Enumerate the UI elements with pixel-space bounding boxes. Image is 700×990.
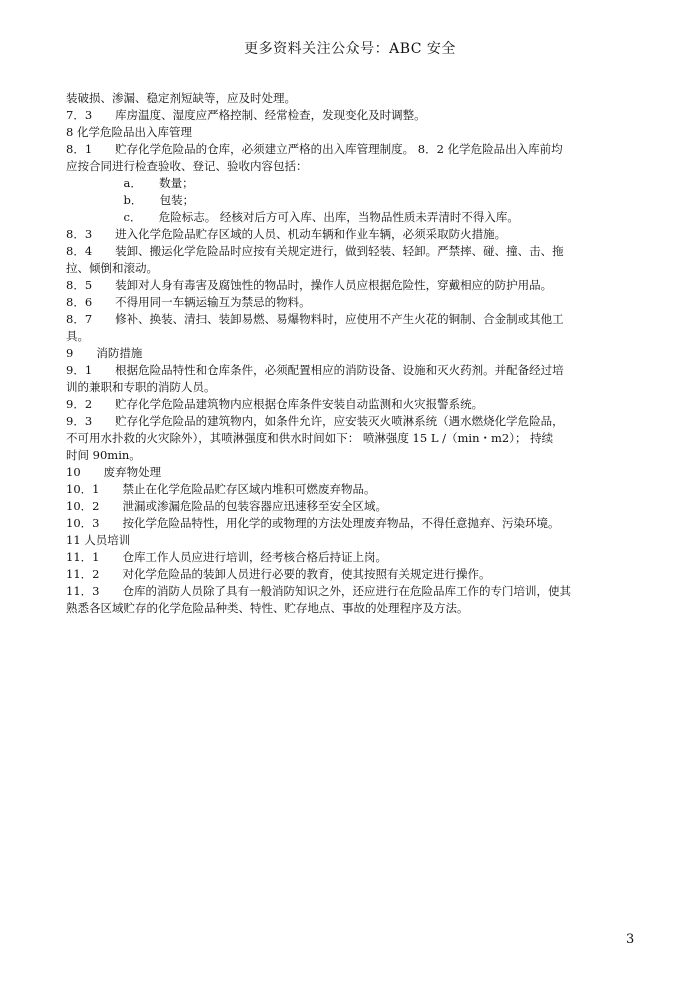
text-line: 装破损、渗漏、稳定剂短缺等，应及时处理。 bbox=[66, 91, 296, 105]
text-line: 11．2 对化学危险品的装卸人员进行必要的教育，使其按照有关规定进行操作。 bbox=[66, 567, 491, 581]
section-heading: 9 消防措施 bbox=[66, 346, 143, 360]
text-line: 应按合同进行检查验收、登记、验收内容包括： bbox=[66, 159, 308, 173]
list-item: a． 数量； bbox=[66, 176, 194, 190]
text-line: 10．3 按化学危险品特性，用化学的或物理的方法处理废弃物品，不得任意抛弃、污染环境。 bbox=[66, 516, 560, 530]
text-line: 8．4 装卸、搬运化学危险品时应按有关规定进行，做到轻装、轻卸。严禁摔、碰、撞、击、拖 bbox=[66, 244, 564, 258]
text-line: 时间 90min。 bbox=[66, 448, 141, 462]
text-line: 9．1 根据危险品特性和仓库条件，必须配置相应的消防设备、设施和灭火药剂。并配备经过培 bbox=[66, 363, 564, 377]
text-line: 8．5 装卸对人身有毒害及腐蚀性的物品时，操作人员应根据危险性，穿戴相应的防护用品。 bbox=[66, 278, 553, 292]
text-line: 熟悉各区域贮存的化学危险品种类、特性、贮存地点、事故的处理程序及方法。 bbox=[66, 601, 469, 615]
text-line: 8．1 贮存化学危险品的仓库，必须建立严格的出入库管理制度。 8．2 化学危险品出入库前均 bbox=[66, 142, 563, 156]
page-number: 3 bbox=[626, 932, 635, 947]
text-line: 8．7 修补、换装、清扫、装卸易燃、易爆物料时，应使用不产生火花的铜制、合金制或其他工 bbox=[66, 312, 564, 326]
document-body bbox=[66, 90, 634, 617]
text-line: 拉、倾倒和滚动。 bbox=[66, 261, 158, 275]
text-line: 7．3 库房温度、湿度应严格控制、经常检查，发现变化及时调整。 bbox=[66, 108, 426, 122]
text-line: 8．3 进入化学危险品贮存区域的人员、机动车辆和作业车辆，必须采取防火措施。 bbox=[66, 227, 507, 241]
text-line: 11．1 仓库工作人员应进行培训，经考核合格后持证上岗。 bbox=[66, 550, 387, 564]
text-line: 不可用水扑救的火灾除外），其喷淋强度和供水时间如下： 喷淋强度 15 L /（min・m2）； 持续 bbox=[66, 431, 554, 445]
text-line: 具。 bbox=[66, 329, 89, 343]
list-item: b． 包装； bbox=[66, 193, 195, 207]
section-heading: 8 化学危险品出入库管理 bbox=[66, 125, 192, 139]
list-item: c． 危险标志。 经核对后方可入库、出库，当物品性质未弄清时不得入库。 bbox=[66, 210, 519, 224]
text-line: 训的兼职和专职的消防人员。 bbox=[66, 380, 216, 394]
section-heading: 11 人员培训 bbox=[66, 533, 131, 547]
text-line: 10．2 泄漏或渗漏危险品的包装容器应迅速移至安全区域。 bbox=[66, 499, 387, 513]
text-line: 10．1 禁止在化学危险品贮存区域内堆积可燃废弃物品。 bbox=[66, 482, 376, 496]
section-heading: 10 废弃物处理 bbox=[66, 465, 162, 479]
text-line: 9．3 贮存化学危险品的建筑物内，如条件允许，应安装灭火喷淋系统（遇水燃烧化学危险品， bbox=[66, 414, 564, 428]
text-line: 11．3 仓库的消防人员除了具有一般消防知识之外，还应进行在危险品库工作的专门培训，使其 bbox=[66, 584, 571, 598]
page-header: 更多资料关注公众号：ABC 安全 bbox=[244, 41, 456, 57]
text-line: 9．2 贮存化学危险品建筑物内应根据仓库条件安装自动监测和火灾报警系统。 bbox=[66, 397, 484, 411]
text-line: 8．6 不得用同一车辆运输互为禁忌的物料。 bbox=[66, 295, 311, 309]
